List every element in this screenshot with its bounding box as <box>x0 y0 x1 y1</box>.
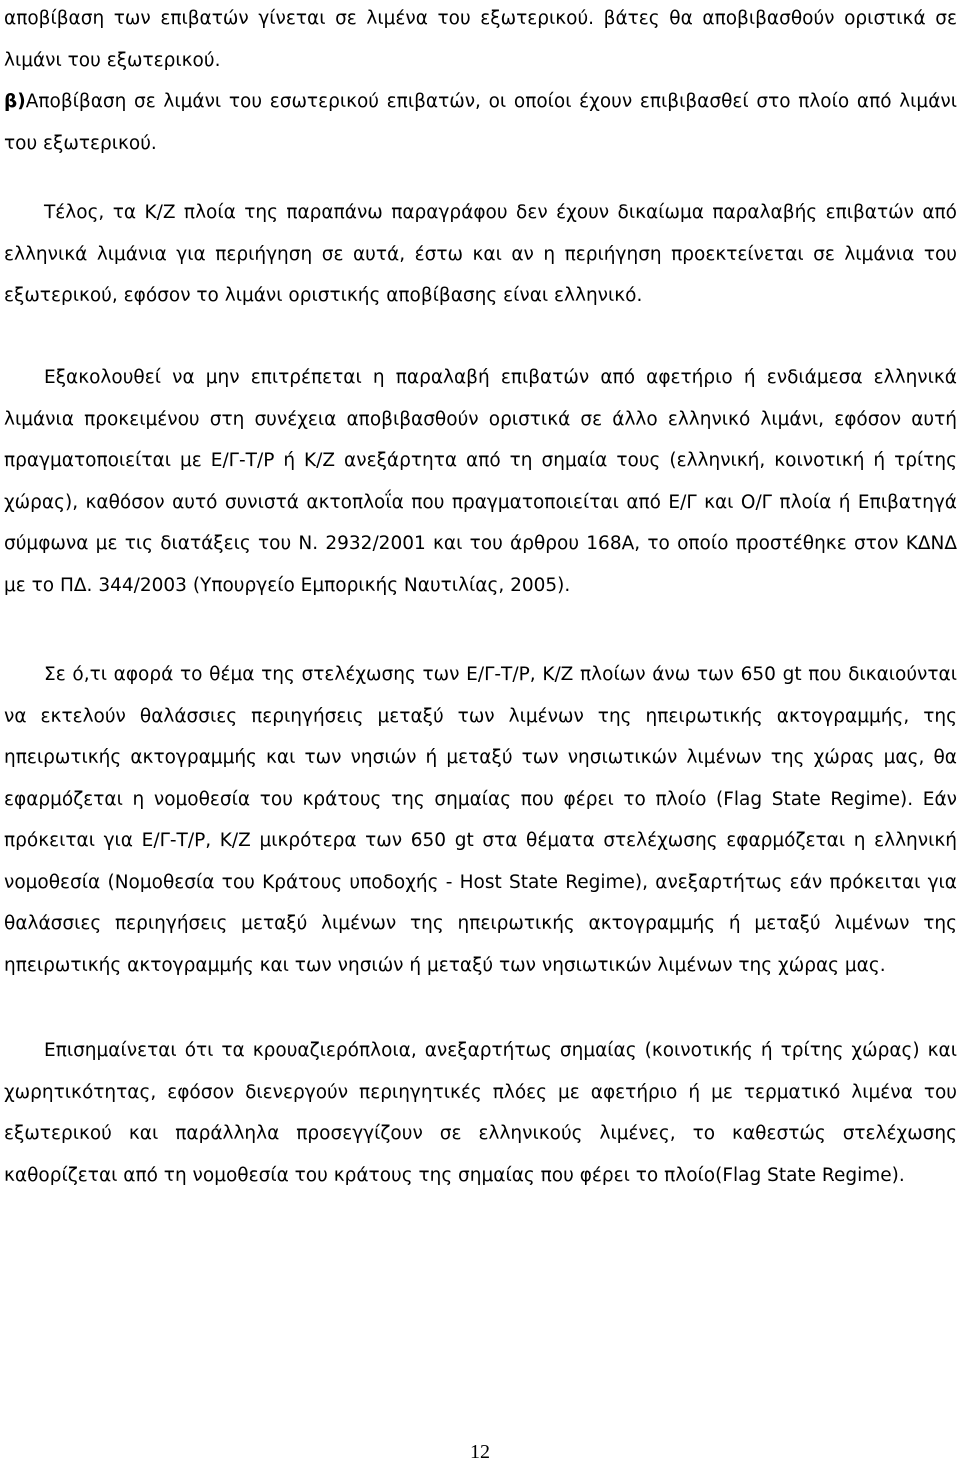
paragraph-3: Σε ό,τι αφορά το θέμα της στελέχωσης των Ε/Γ-Τ/Ρ, Κ/Ζ πλοίων άνω των 650 gt που δικαιούνται να εκτελούν θαλάσσιες περιηγήσεις μεταξύ των λιμένων της ηπειρωτικής ακτογραμμής, της ηπειρωτικής ακτογραμμής και των νησιών ή μεταξύ των νησιωτικών λιμένων της χώρας μας, θα εφαρμόζεται η νομοθεσία του κράτους της σημαίας που φέρει το πλοίο (Flag State Regime). Εάν πρόκειται για Ε/Γ-Τ/Ρ, Κ/Ζ μικρότερα των 650 gt στα θέματα στελέχωσης εφαρμόζεται η ελληνική νομοθεσία (Νομοθεσία του Κράτους υποδοχής - Host State Regime), ανεξαρτήτως εάν πρόκειται για θαλάσσιες περιηγήσεις μεταξύ λιμένων της ηπειρωτικής ακτογραμμής ή μεταξύ λιμένων της ηπειρωτικής ακτογραμμής και των νησιών ή μεταξύ των νησιωτικών λιμένων της χώρας μας. <box>4 664 957 976</box>
paragraph-1: Τέλος, τα Κ/Ζ πλοία της παραπάνω παραγράφου δεν έχουν δικαίωμα παραλαβής επιβατών από ελληνικά λιμάνια για περιήγηση σε αυτά, έστω και αν η περιήγηση προεκτείνεται σε λιμάνια του εξωτερικού, εφόσον το λιμάνι οριστικής αποβίβασης είναι ελληνικό. <box>4 202 957 306</box>
item-b-paragraph <box>4 81 957 164</box>
continuation-paragraph: αποβίβαση των επιβατών γίνεται σε λιμένα του εξωτερικού. βάτες θα αποβιβασθούν οριστικά σε λιμάνι του εξωτερικού. <box>4 8 957 71</box>
paragraph-4: Επισημαίνεται ότι τα κρουαζιερόπλοια, ανεξαρτήτως σημαίας (κοινοτικής ή τρίτης χώρας) και χωρητικότητας, εφόσον διενεργούν περιηγητικές πλόες με αφετήριο ή με τερματικό λιμένα του εξωτερικού και παράλληλα προσεγγίζουν σε ελληνικούς λιμένες, το καθεστώς στελέχωσης καθορίζεται από τη νομοθεσία του κράτους της σημαίας που φέρει το πλοίο(Flag State Regime). <box>4 1040 957 1186</box>
paragraph-2: Εξακολουθεί να μην επιτρέπεται η παραλαβή επιβατών από αφετήριο ή ενδιάμεσα ελληνικά λιμάνια προκειμένου στη συνέχεια αποβιβασθούν οριστικά σε άλλο ελληνικό λιμάνι, εφόσον αυτή πραγματοποιείται με Ε/Γ-Τ/Ρ ή Κ/Ζ ανεξάρτητα από τη σημαία τους (ελληνική, κοινοτική ή τρίτης χώρας), καθόσον αυτό συνιστά ακτοπλοΐα που πραγματοποιείται από Ε/Γ και Ο/Γ πλοία ή Επιβατηγά σύμφωνα με τις διατάξεις του Ν. 2932/2001 και του άρθρου 168Α, το οποίο προστέθηκε στον ΚΔΝΔ με το ΠΔ. 344/2003 (Υπουργείο Εμπορικής Ναυτιλίας, 2005). <box>4 367 957 596</box>
item-b-text: Αποβίβαση σε λιμάνι του εσωτερικού επιβατών, οι οποίοι έχουν επιβιβασθεί στο πλοίο από λιμάνι του εξωτερικού. <box>4 91 957 154</box>
item-b-label: β) <box>4 91 26 112</box>
page-number: 12 <box>470 1441 490 1463</box>
